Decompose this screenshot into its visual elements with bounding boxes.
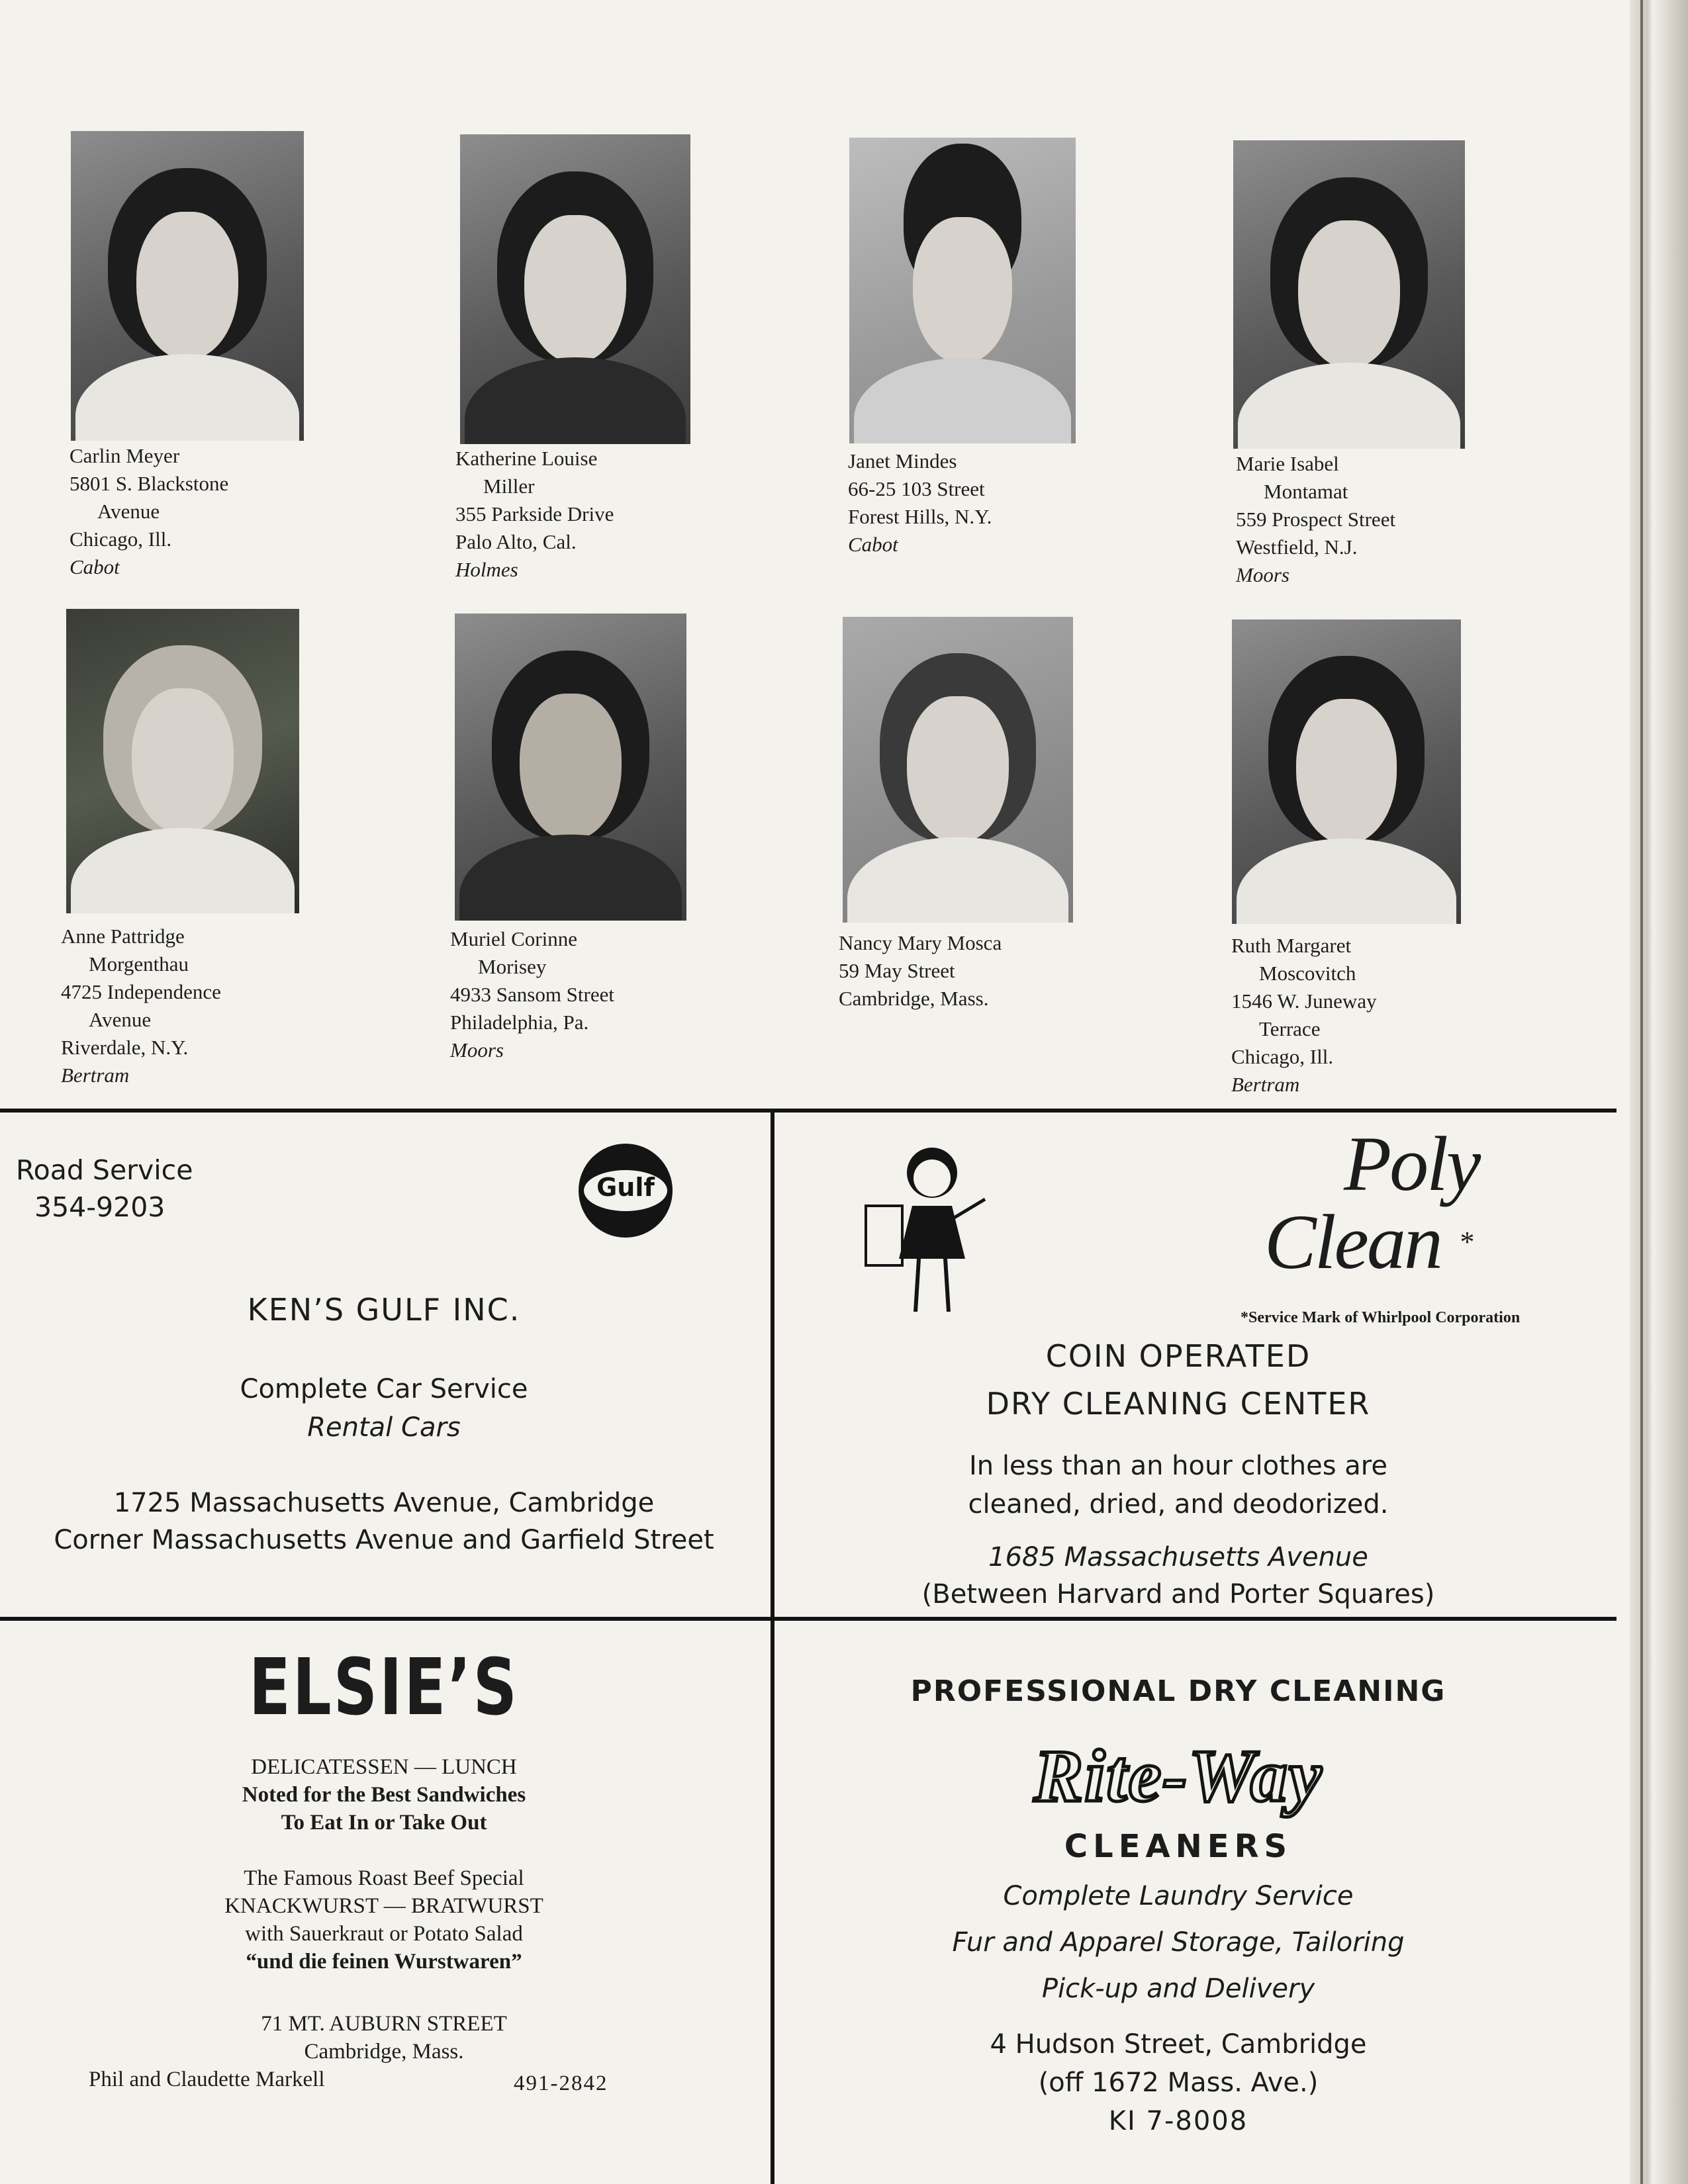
student-caption [1231, 932, 1377, 1099]
elsies-line: KNACKWURST — BRATWURST [224, 1894, 543, 1918]
student-name: Marie Isabel [1236, 452, 1339, 475]
gulf-ad-road-service [16, 1152, 193, 1226]
student-name-cont: Miller [483, 475, 535, 498]
polyclean-heading-2: DRY CLEANING CENTER [986, 1386, 1371, 1422]
ad-divider-vertical [771, 1109, 774, 2184]
polyclean-address-note: (Between Harvard and Porter Squares) [921, 1579, 1435, 1610]
student-name: Katherine Louise [455, 447, 598, 470]
polyclean-body-2: cleaned, dried, and deodorized. [968, 1489, 1389, 1520]
student-house: Holmes [455, 558, 518, 581]
gulf-address-corner: Corner Massachusetts Avenue and Garfield Street [54, 1525, 714, 1555]
student-caption [848, 447, 992, 559]
student-address-line: 66-25 103 Street [848, 477, 985, 500]
student-name: Nancy Mary Mosca [839, 931, 1002, 954]
elsies-address: 71 MT. AUBURN STREET [261, 2012, 507, 2036]
polyclean-logo-poly: Poly [1344, 1120, 1479, 1207]
polyclean-logo-mark: * [1458, 1226, 1472, 1258]
student-house: Cabot [70, 555, 120, 578]
student-address-line: Forest Hills, N.Y. [848, 505, 992, 528]
student-address-line: 559 Prospect Street [1236, 508, 1396, 531]
student-name-cont: Morisey [478, 955, 547, 978]
elsies-line: DELICATESSEN — LUNCH [251, 1755, 517, 1779]
binding-line [1640, 0, 1643, 2184]
gulf-rental-line: Rental Cars [307, 1412, 461, 1443]
student-address-line: Chicago, Ill. [1231, 1045, 1334, 1068]
riteway-address-note: (off 1672 Mass. Ave.) [1038, 2068, 1319, 2098]
student-name: Carlin Meyer [70, 444, 180, 467]
ad-divider-horizontal [0, 1617, 1617, 1621]
polyclean-body: In less than an hour clothes are [969, 1451, 1387, 1481]
riteway-line: Fur and Apparel Storage, Tailoring [952, 1927, 1405, 1958]
student-house: Moors [1236, 563, 1289, 586]
student-address-line: 1546 W. Juneway [1231, 989, 1377, 1013]
riteway-phone: KI 7-8008 [1108, 2106, 1248, 2136]
student-name: Anne Pattridge [61, 925, 185, 948]
student-address-line: Palo Alto, Cal. [455, 530, 577, 553]
portrait-photo [71, 131, 304, 441]
riteway-line: Pick-up and Delivery [1041, 1974, 1315, 2004]
riteway-heading: PROFESSIONAL DRY CLEANING [910, 1674, 1446, 1708]
gulf-service-line: Complete Car Service [240, 1374, 528, 1404]
gulf-business-name: KEN’S GULF INC. [247, 1292, 521, 1328]
student-name-cont: Morgenthau [89, 952, 189, 976]
student-house: Cabot [848, 533, 898, 556]
elsies-phone: 491-2842 [514, 2071, 608, 2095]
student-house: Bertram [1231, 1073, 1300, 1096]
polyclean-logo-clean: Clean [1264, 1199, 1441, 1285]
student-address-line: 4725 Independence [61, 980, 221, 1003]
page-binding-edge [1630, 0, 1688, 2184]
student-address-line: Westfield, N.J. [1236, 535, 1358, 559]
portrait-photo [460, 134, 690, 444]
gulf-logo-icon [579, 1144, 673, 1238]
maid-mascot-illustration [853, 1133, 998, 1332]
portrait-photo [849, 138, 1076, 443]
student-caption [61, 923, 221, 1089]
student-address-line: Chicago, Ill. [70, 527, 172, 551]
riteway-address: 4 Hudson Street, Cambridge [990, 2029, 1367, 2060]
gulf-address: 1725 Massachusetts Avenue, Cambridge [113, 1488, 655, 1518]
elsies-line: The Famous Roast Beef Special [244, 1866, 524, 1890]
portrait-photo [843, 617, 1073, 923]
student-caption [70, 442, 228, 581]
polyclean-heading: COIN OPERATED [1045, 1338, 1311, 1374]
student-name: Janet Mindes [848, 449, 957, 473]
student-caption [455, 445, 614, 584]
portrait-photo [66, 609, 299, 913]
student-address-line: 355 Parkside Drive [455, 502, 614, 525]
student-caption [450, 925, 614, 1064]
elsies-line: with Sauerkraut or Potato Salad [245, 1922, 523, 1946]
student-address-line: 4933 Sansom Street [450, 983, 614, 1006]
student-address-line: 59 May Street [839, 959, 955, 982]
portrait-photo [455, 614, 686, 921]
student-name-cont: Moscovitch [1259, 962, 1356, 985]
student-name: Muriel Corinne [450, 927, 577, 950]
riteway-line: Complete Laundry Service [1003, 1881, 1354, 1911]
elsies-name: ELSIE’S [248, 1641, 520, 1733]
student-address-line: Avenue [89, 1008, 152, 1031]
riteway-cleaners: CLEANERS [1064, 1828, 1293, 1865]
student-house: Moors [450, 1038, 504, 1062]
elsies-owners: Phil and Claudette Markell [89, 2068, 325, 2091]
student-address-line: 5801 S. Blackstone [70, 472, 229, 495]
gulf-logo-text: Gulf [596, 1173, 655, 1202]
student-address-line: Avenue [97, 500, 160, 523]
portrait-photo [1232, 619, 1461, 924]
student-address-line: Terrace [1259, 1017, 1321, 1040]
student-address-line: Cambridge, Mass. [839, 987, 989, 1010]
polyclean-logo [1264, 1120, 1479, 1285]
student-caption [839, 929, 1002, 1013]
road-service-phone: 354-9203 [34, 1191, 165, 1223]
student-house: Bertram [61, 1064, 130, 1087]
portrait-photo [1233, 140, 1465, 449]
student-address-line: Philadelphia, Pa. [450, 1011, 589, 1034]
ad-divider-horizontal [0, 1109, 1617, 1113]
student-name: Ruth Margaret [1231, 934, 1352, 957]
elsies-line: To Eat In or Take Out [281, 1811, 487, 1835]
student-name-cont: Montamat [1264, 480, 1348, 503]
polyclean-address: 1685 Massachusetts Avenue [988, 1542, 1368, 1572]
elsies-line: Noted for the Best Sandwiches [242, 1783, 526, 1807]
student-address-line: Riverdale, N.Y. [61, 1036, 189, 1059]
elsies-city: Cambridge, Mass. [304, 2040, 464, 2064]
riteway-logo: Rite-Way [1033, 1735, 1323, 1817]
road-service-label: Road Service [16, 1154, 193, 1186]
polyclean-service-mark: *Service Mark of Whirlpool Corporation [1241, 1309, 1521, 1326]
student-caption [1236, 450, 1395, 589]
elsies-line: “und die feinen Wurstwaren” [246, 1950, 522, 1974]
